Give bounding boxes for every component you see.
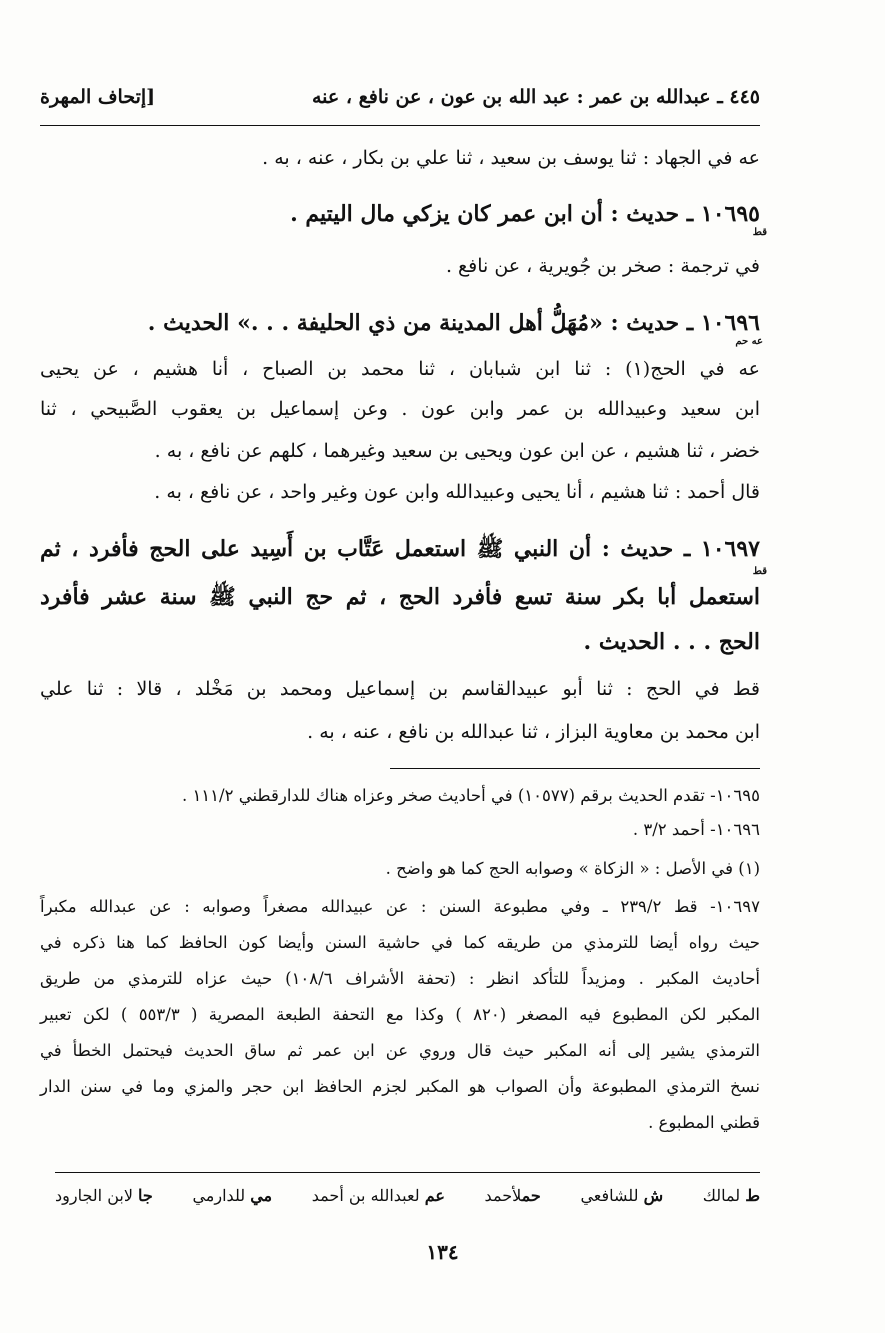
source-code-label: قط bbox=[752, 227, 767, 238]
source-code-label: عه حم bbox=[735, 336, 763, 347]
header-divider bbox=[40, 125, 760, 126]
abbreviation-item: ش للشافعي bbox=[580, 1186, 664, 1205]
text-line: ابن سعيد وعبيدالله بن عمر وابن عون . وعن إسماعيل بن يعقوب الصَّبيحي ، ثنا bbox=[40, 398, 760, 420]
footnote-line: حيث رواه أيضا للترمذي من طريقه كما في حاشية السنن وأيضا كون الحافظ كما هنا ذكره في bbox=[40, 933, 760, 952]
footnote: ١٠٦٩٥- تقدم الحديث برقم (١٠٥٧٧) في أحاديث صخر وعزاه هناك للدارقطني ١١١/٢ . bbox=[181, 786, 760, 805]
footnote-line: قطني المطبوع . bbox=[648, 1113, 760, 1132]
footnote: (١) في الأصل : « الزكاة » وصوابه الحج كما هو واضح . bbox=[385, 859, 760, 878]
abbreviation-item: ط لمالك bbox=[702, 1186, 760, 1205]
text-line: قال أحمد : ثنا هشيم ، أنا يحيى وعبيدالله وابن عون وغير واحد ، عن نافع ، به . bbox=[154, 481, 760, 503]
abbreviation-item: حملأحمد bbox=[484, 1186, 541, 1205]
source-code-label: قط bbox=[752, 566, 767, 577]
footnote-line: المكبر لكن المطبوع فيه المصغر (٨٢٠ ) وكذا مع التحفة الطبعة المصرية ( ٥٥٣/٣ ) لكن تعبير bbox=[40, 1005, 760, 1024]
footnote: ١٠٦٩٦- أحمد ٣/٢ . bbox=[632, 820, 760, 839]
abbreviations-key bbox=[55, 1186, 760, 1205]
footnote-line: نسخ الترمذي المطبوعة وأن الصواب هو المكبر لجزم الحافظ ابن حجر والمزي وما في سنن الدار bbox=[40, 1077, 760, 1096]
footnote-line: أحاديث المكبر . ومزيداً للتأكد انظر : (تحفة الأشراف ١٠٨/٦) حيث عزاه للترمذي من طريق bbox=[40, 969, 760, 988]
footnote-line: الترمذي يشير إلى أنه المكبر حيث قال وروي عن ابن عمر ثم ساق الحديث فيحتمل الخطأ في bbox=[40, 1041, 760, 1060]
text-line: ابن محمد بن معاوية البزاز ، ثنا عبدالله بن نافع ، عنه ، به . bbox=[307, 721, 760, 743]
abbreviations-divider bbox=[55, 1172, 760, 1173]
footnote-divider bbox=[390, 768, 760, 769]
abbreviation-item: مي للدارمي bbox=[192, 1186, 273, 1205]
text-line: عه في الجهاد : ثنا يوسف بن سعيد ، ثنا علي بن بكار ، عنه ، به . bbox=[262, 147, 760, 169]
hadith-heading: ١٠٦٩٦ ـ حديث : «مُهَلُّ أهل المدينة من ذي الحليفة . . .» الحديث . bbox=[147, 310, 760, 336]
page-number: ١٣٤ bbox=[426, 1240, 459, 1264]
hadith-heading-continued: الحج . . . الحديث . bbox=[583, 629, 760, 655]
hadith-heading-continued: استعمل أبا بكر سنة تسع فأفرد الحج ، ثم حج النبي ﷺ سنة عشر فأفرد bbox=[40, 584, 760, 610]
running-header bbox=[40, 86, 760, 108]
abbreviation-item: عم لعبدالله بن أحمد bbox=[311, 1186, 445, 1205]
abbreviation-item: جا لابن الجارود bbox=[55, 1186, 153, 1205]
text-line: في ترجمة : صخر بن جُويرية ، عن نافع . bbox=[445, 255, 760, 277]
footnote: ١٠٦٩٧- قط ٢٣٩/٢ ـ وفي مطبوعة السنن : عن عبيدالله مصغراً وصوابه : عن عبدالله مكبراً bbox=[40, 897, 760, 916]
header-book-title: [إتحاف المهرة bbox=[40, 86, 156, 108]
hadith-heading: ١٠٦٩٧ ـ حديث : أن النبي ﷺ استعمل عَتَّاب بن أَسِيد على الحج فأفرد ، ثم bbox=[40, 536, 760, 562]
text-line: عه في الحج(١) : ثنا ابن شبابان ، ثنا محمد بن الصباح ، أنا هشيم ، عن يحيى bbox=[40, 358, 760, 380]
text-line: قط في الحج : ثنا أبو عبيدالقاسم بن إسماعيل ومحمد بن مَخْلد ، قالا : ثنا علي bbox=[40, 678, 760, 700]
text-line: خضر ، ثنا هشيم ، عن ابن عون ويحيى بن سعيد وغيرهما ، كلهم عن نافع ، به . bbox=[154, 440, 760, 462]
header-title: ٤٤٥ ـ عبدالله بن عمر : عبد الله بن عون ، عن نافع ، عنه bbox=[312, 86, 760, 108]
hadith-heading: ١٠٦٩٥ ـ حديث : أن ابن عمر كان يزكي مال اليتيم . bbox=[290, 201, 760, 227]
